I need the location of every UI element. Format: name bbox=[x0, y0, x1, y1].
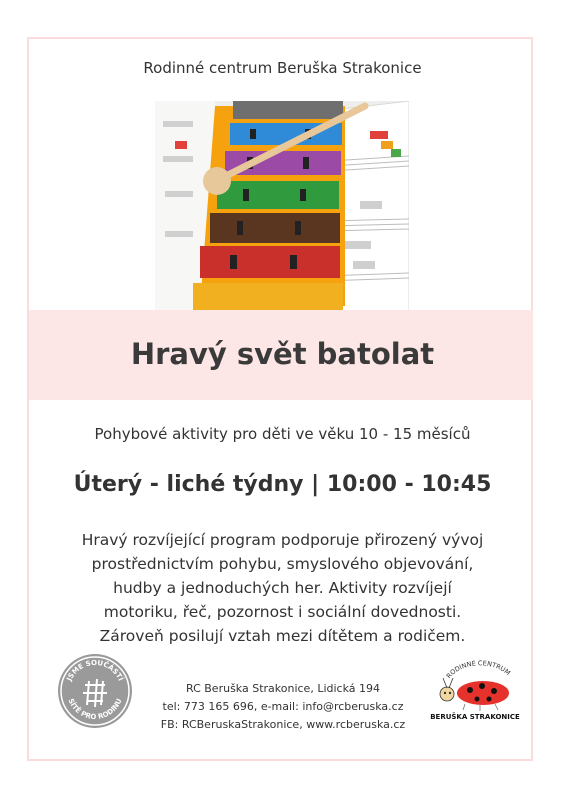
logo-name: BERUŠKA STRAKONICE bbox=[430, 713, 520, 720]
xylophone-image bbox=[155, 101, 409, 311]
event-subtitle: Pohybové aktivity pro děti ve věku 10 - 15 měsíců bbox=[94, 425, 471, 443]
org-name: Rodinné centrum Beruška Strakonice bbox=[143, 59, 422, 77]
badge-line1: JSME SOUČÁSTÍ bbox=[65, 658, 125, 683]
description-line: motoriku, řeč, pozornost i sociální dovednosti. bbox=[103, 603, 462, 621]
description-line: prostřednictvím pohybu, smyslového objevování, bbox=[91, 555, 474, 573]
beruska-logo bbox=[425, 660, 525, 720]
contact-phone-email: tel: 773 165 696, e-mail: info@rcberuska.cz bbox=[162, 700, 404, 713]
logo-arc-text: RODINNÉ CENTRUM bbox=[444, 660, 512, 681]
contact-info bbox=[158, 680, 408, 734]
description-line: Hravý rozvíjející program podporuje přirozený vývoj bbox=[81, 531, 484, 549]
svg-text:RODINNÉ CENTRUM bbox=[445, 660, 512, 680]
event-description bbox=[60, 528, 505, 648]
badge-line2: SÍTĚ PRO RODINU bbox=[66, 697, 124, 722]
description-line: hudby a jednoduchých her. Aktivity rozvíjejí bbox=[113, 579, 452, 597]
description-line: Zároveň posilují vztah mezi dítětem a rodičem. bbox=[99, 627, 466, 645]
xylophone-photo bbox=[155, 101, 409, 311]
event-schedule: Úterý - liché týdny | 10:00 - 10:45 bbox=[73, 472, 492, 497]
network-badge bbox=[57, 653, 133, 729]
contact-web: FB: RCBeruskaStrakonice, www.rcberuska.cz bbox=[160, 718, 406, 731]
event-title: Hravý svět batolat bbox=[130, 337, 435, 371]
contact-address: RC Beruška Strakonice, Lidická 194 bbox=[185, 682, 380, 695]
